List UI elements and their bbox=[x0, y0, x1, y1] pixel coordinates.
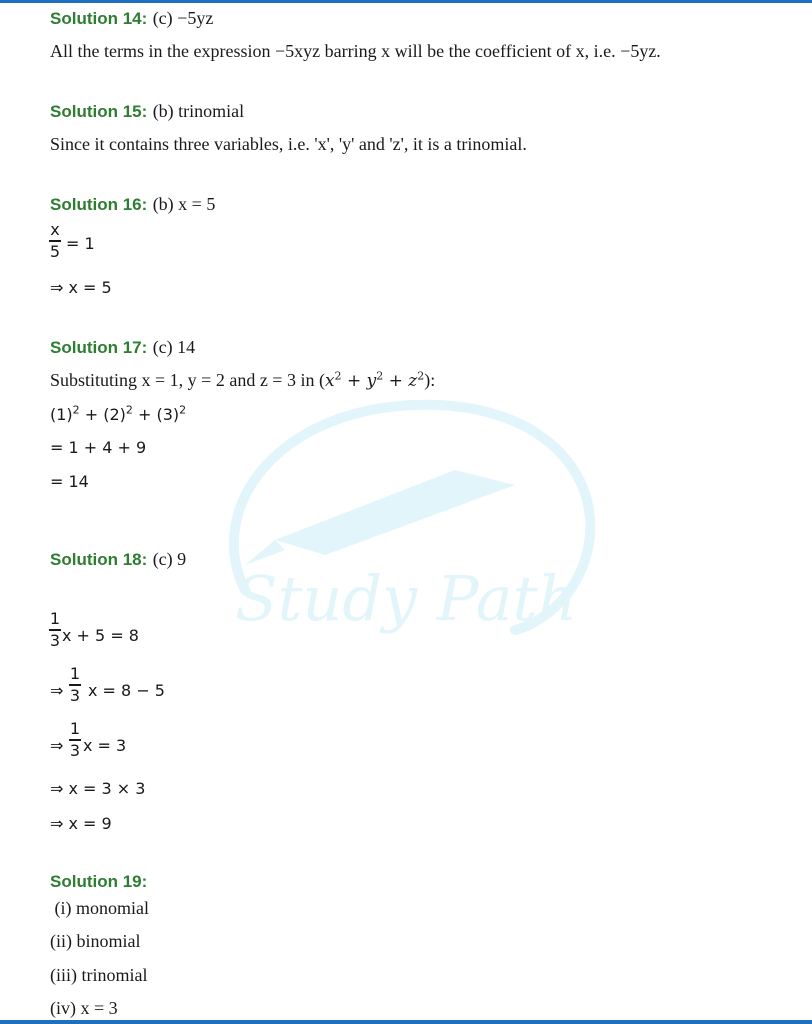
fraction-numerator: 1 bbox=[69, 664, 81, 683]
fraction-numerator: x bbox=[50, 220, 60, 239]
solution-18-equation-2-rest: x = 8 − 5 bbox=[88, 681, 165, 700]
term-2: + (2) bbox=[79, 405, 126, 424]
implies-arrow: ⇒ bbox=[50, 681, 64, 700]
solution-18-heading bbox=[50, 548, 186, 571]
solution-16-heading bbox=[50, 193, 215, 216]
solution-16-step: ⇒ x = 5 bbox=[50, 278, 112, 297]
study-path-watermark bbox=[215, 390, 605, 660]
solution-19-item: (i) monomial bbox=[50, 898, 149, 918]
solution-14-answer: (c) −5yz bbox=[152, 8, 214, 28]
solution-15-heading bbox=[50, 100, 244, 123]
solution-18-label: Solution 18: bbox=[50, 550, 148, 569]
solution-18-fraction-1 bbox=[49, 610, 61, 650]
term-1: (1) bbox=[50, 405, 73, 424]
solution-19-label: Solution 19: bbox=[50, 872, 148, 891]
watermark-text: Study Path bbox=[235, 562, 578, 635]
fraction-denominator: 3 bbox=[49, 630, 61, 650]
var-x: x bbox=[324, 371, 335, 391]
implies-arrow: ⇒ bbox=[50, 736, 64, 755]
solution-16-equation-rest: = 1 bbox=[66, 234, 95, 253]
solution-14-heading bbox=[50, 7, 213, 30]
fraction-denominator: 5 bbox=[49, 241, 61, 261]
solution-15-label: Solution 15: bbox=[50, 102, 148, 121]
fraction-numerator: 1 bbox=[49, 609, 61, 628]
solution-18-fraction-2 bbox=[69, 665, 81, 705]
solution-17-label: Solution 17: bbox=[50, 338, 148, 357]
fraction-numerator: 1 bbox=[69, 719, 81, 738]
var-y: y bbox=[366, 371, 377, 391]
solution-18-step-4: ⇒ x = 3 × 3 bbox=[50, 779, 146, 798]
solution-17-step-1: $(1)^2 + (2)^2 + (3)^2$ bbox=[50, 403, 187, 424]
solution-14-label: Solution 14: bbox=[50, 9, 148, 28]
solution-17-answer: (c) 14 bbox=[152, 337, 196, 357]
solution-19-item: (iv) x = 3 bbox=[50, 998, 118, 1018]
solution-19-item: (iii) trinomial bbox=[50, 965, 148, 985]
solution-17-step-2: = 1 + 4 + 9 bbox=[50, 438, 147, 457]
solution-16-fraction bbox=[49, 221, 61, 261]
solution-16-answer: (b) x = 5 bbox=[152, 194, 216, 214]
solution-17-heading bbox=[50, 336, 195, 359]
solution-18-equation-3-rest: x = 3 bbox=[83, 736, 127, 755]
fraction-denominator: 3 bbox=[69, 740, 81, 760]
solution-15-text: Since it contains three variables, i.e. 'x', 'y' and 'z', it is a trinomial. bbox=[50, 134, 527, 154]
solution-16-label: Solution 16: bbox=[50, 195, 148, 214]
solution-17-substitution: Substituting x = 1, y = 2 and z = 3 in $(x^2 + y^2 + z^2)$: bbox=[50, 369, 436, 391]
substitution-prefix: Substituting x = 1, y = 2 and z = 3 in ( bbox=[50, 370, 325, 390]
solution-18-answer: (c) 9 bbox=[152, 549, 187, 569]
var-z: z bbox=[408, 371, 418, 391]
bottom-rule bbox=[0, 1020, 812, 1024]
solution-18-fraction-3 bbox=[69, 720, 81, 760]
term-3: + (3) bbox=[132, 405, 180, 424]
solution-18-step-5: ⇒ x = 9 bbox=[50, 814, 112, 833]
solution-19-item: (ii) binomial bbox=[50, 931, 141, 951]
solution-14-text: All the terms in the expression −5xyz barring x will be the coefficient of x, i.e. −5yz. bbox=[50, 41, 661, 61]
solution-17-step-3: = 14 bbox=[50, 472, 89, 491]
solution-18-equation-1-rest: x + 5 = 8 bbox=[62, 626, 139, 645]
substitution-suffix: ): bbox=[424, 370, 436, 390]
fraction-denominator: 3 bbox=[69, 685, 81, 705]
solution-15-answer: (b) trinomial bbox=[152, 101, 245, 121]
solution-19-heading bbox=[50, 871, 147, 893]
top-rule bbox=[0, 0, 812, 3]
